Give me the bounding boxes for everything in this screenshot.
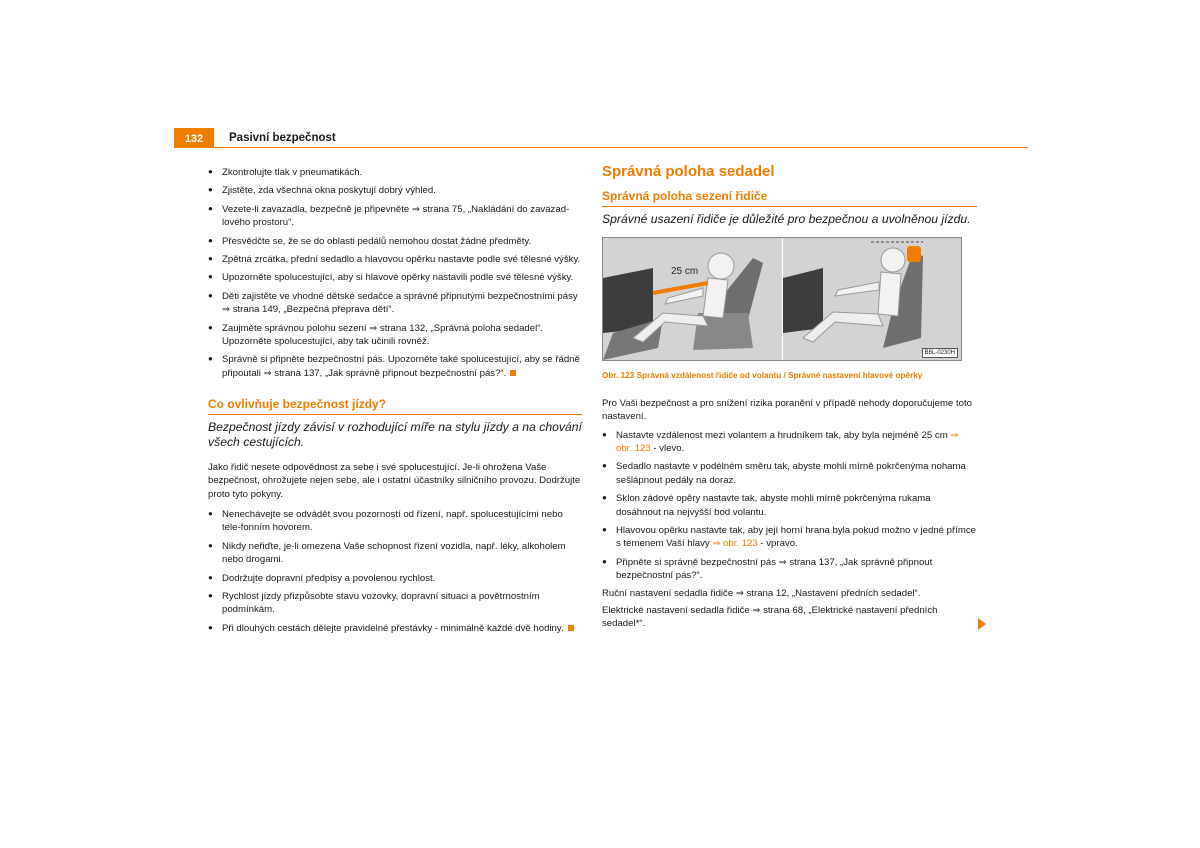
figure-panel-left [603, 238, 783, 360]
bullet-icon: ● [602, 556, 607, 566]
section-heading: Co ovlivňuje bezpečnost jízdy? [208, 398, 582, 414]
distance-label: 25 cm [671, 266, 699, 278]
list-item: ● Zkontrolujte tlak v pneumatikách. [208, 167, 363, 178]
intro-paragraph: Pro Vaši bezpečnost a pro snížení rizika poranění v případě nehody doporučujeme toto nastavení. [602, 397, 972, 423]
list-item: ● Hlavovou opěrku nastavte tak, aby její horní hrana byla pokud možno v jedné přímce s temenem Vaší hlavy ⇒ obr. 123 - vpravo. [602, 524, 976, 550]
figure-code: B6L-0230H [922, 348, 958, 358]
bullet-icon: ● [208, 254, 213, 264]
list-item: ● Správně si připněte bezpečnostní pás. Upozorněte také spolucestující, aby se řádně připoutali ⇒ strana 137, „Jak správně připnout bezpečnostní pás?“. [208, 354, 580, 379]
sub-lead: Správné usazení řidiče je důležité pro bezpečnou a uvolněnou jízdu. [602, 211, 971, 226]
bullet-icon: ● [208, 354, 213, 364]
driving-rules-list [208, 507, 582, 635]
header-rule [174, 147, 1028, 148]
figure-caption: Obr. 123 Správná vzdálenost řidiče od volantu / Správné nastavení hlavové opěrky [602, 371, 923, 381]
seat-position-figure [602, 237, 962, 361]
bullet-icon: ● [602, 524, 607, 534]
bullet-icon: ● [208, 622, 213, 632]
bullet-icon: ● [208, 272, 213, 282]
figure-link[interactable]: ⇒ obr. 123 [616, 429, 959, 454]
left-column [208, 165, 582, 639]
list-item: ● Přesvědčte se, že se do oblasti pedálů nemohou dostat žádné předměty. [208, 235, 532, 247]
section-lead: Bezpečnost jízdy závisí v rozhodující míře na stylu jízdy a na chování všech cestujících. [208, 419, 582, 450]
bullet-icon: ● [208, 590, 213, 600]
headrest-illustration [783, 238, 961, 360]
electric-adjust-paragraph: Elektrické nastavení sedadla řidiče ⇒ strana 68, „Elektrické nastavení předních sedadel*“. [602, 605, 938, 630]
bullet-icon: ● [208, 508, 213, 518]
bullet-icon: ● [208, 290, 213, 300]
next-page-arrow-icon[interactable] [978, 618, 986, 630]
end-square-icon [510, 370, 516, 376]
bullet-icon: ● [208, 235, 213, 245]
bullet-icon: ● [208, 322, 213, 332]
list-item: ● Děti zajistěte ve vhodné dětské sedačce a správně připnutými bezpečnostními pásy ⇒ strana 149, „Bezpečná přeprava dětí“. [208, 290, 578, 316]
bullet-icon: ● [208, 185, 213, 195]
bullet-icon: ● [208, 540, 213, 550]
list-item: ● Při dlouhých cestách dělejte pravidelné přestávky - minimálně každé dvě hodiny. [208, 621, 582, 635]
figure-link[interactable]: ⇒ obr. 123 [712, 538, 758, 550]
list-item: ● Rychlost jízdy přizpůsobte stavu vozovky, dopravní situaci a povětrnostním podmínkám. [208, 590, 540, 616]
list-item: ● Sklon zádové opěry nastavte tak, abyste mohli mírně pokrčenýma rukama dosáhnout na nejvyšší bod volantu. [602, 493, 931, 518]
driver-distance-illustration [603, 238, 781, 360]
right-column [602, 165, 977, 635]
figure-panel-right [783, 238, 962, 360]
bullet-icon: ● [602, 429, 607, 439]
bullet-icon: ● [602, 493, 607, 503]
list-item: ● Nenechávejte se odvádět svou pozorností od řízení, např. spolucestujícími nebo tele-fonním hovorem. [208, 508, 563, 534]
sub-heading: Správná poloha sezení řidiče [602, 190, 977, 206]
page-number: 132 [174, 128, 214, 148]
checklist [208, 165, 582, 380]
list-item: ● Zaujměte správnou polohu sezení ⇒ strana 132, „Správná poloha sedadel“. Upozorněte spolucestující, aby tak učinili rovněž. [208, 322, 544, 348]
list-item: ● Připněte si správně bezpečnostní pás ⇒ strana 137, „Jak správně připnout bezpečnostní pás?“. [602, 556, 933, 582]
list-item: ● Nastavte vzdálenost mezi volantem a hrudníkem tak, aby byla nejméně 25 cm ⇒ obr. 123 - vlevo. [602, 429, 959, 454]
list-item: ● Dodržujte dopravní předpisy a povolenou rychlost. [208, 572, 436, 584]
list-item: ● Vezete-li zavazadla, bezpečně je připevněte ⇒ strana 75, „Nakládání do zavazad-lového prostoru“. [208, 203, 570, 229]
bullet-icon: ● [602, 461, 607, 471]
list-item: ● Zjistěte, zda všechna okna poskytují dobrý výhled. [208, 185, 436, 197]
list-item: ● Upozorněte spolucestující, aby si hlavové opěrky nastavili podle své tělesné výšky. [208, 272, 574, 284]
bullet-icon: ● [208, 572, 213, 582]
end-square-icon [568, 625, 574, 631]
manual-adjust-paragraph: Ruční nastavení sedadla řidiče ⇒ strana 12, „Nastavení předních sedadel“. [602, 587, 921, 599]
list-item: ● Zpětná zrcátka, přední sedadlo a hlavovou opěrku nastavte podle své tělesné výšky. [208, 254, 581, 266]
list-item: ● Sedadlo nastavte v podélném směru tak, abyste mohli mírně pokrčenýma nohama sešlápnout pedály na doraz. [602, 461, 966, 486]
bullet-icon: ● [208, 167, 213, 176]
chapter-title: Pasivní bezpečnost [229, 132, 336, 144]
section-intro: Jako řidič nesete odpovědnost za sebe i své spolucestující. Je-li ohrožena Vaše bezpečnost, ohrožujete nejen sebe, ale i ostatní účastníky silničního provozu. Dodržujte proto tyto pokyny. [208, 461, 581, 500]
list-item: ● Nikdy neřiďte, je-li omezena Vaše schopnost řízení vozidla, např. léky, alkoholem nebo drogami. [208, 540, 566, 566]
bullet-icon: ● [208, 203, 213, 213]
page-header [174, 128, 1028, 150]
main-heading: Správná poloha sedadel [602, 163, 775, 180]
